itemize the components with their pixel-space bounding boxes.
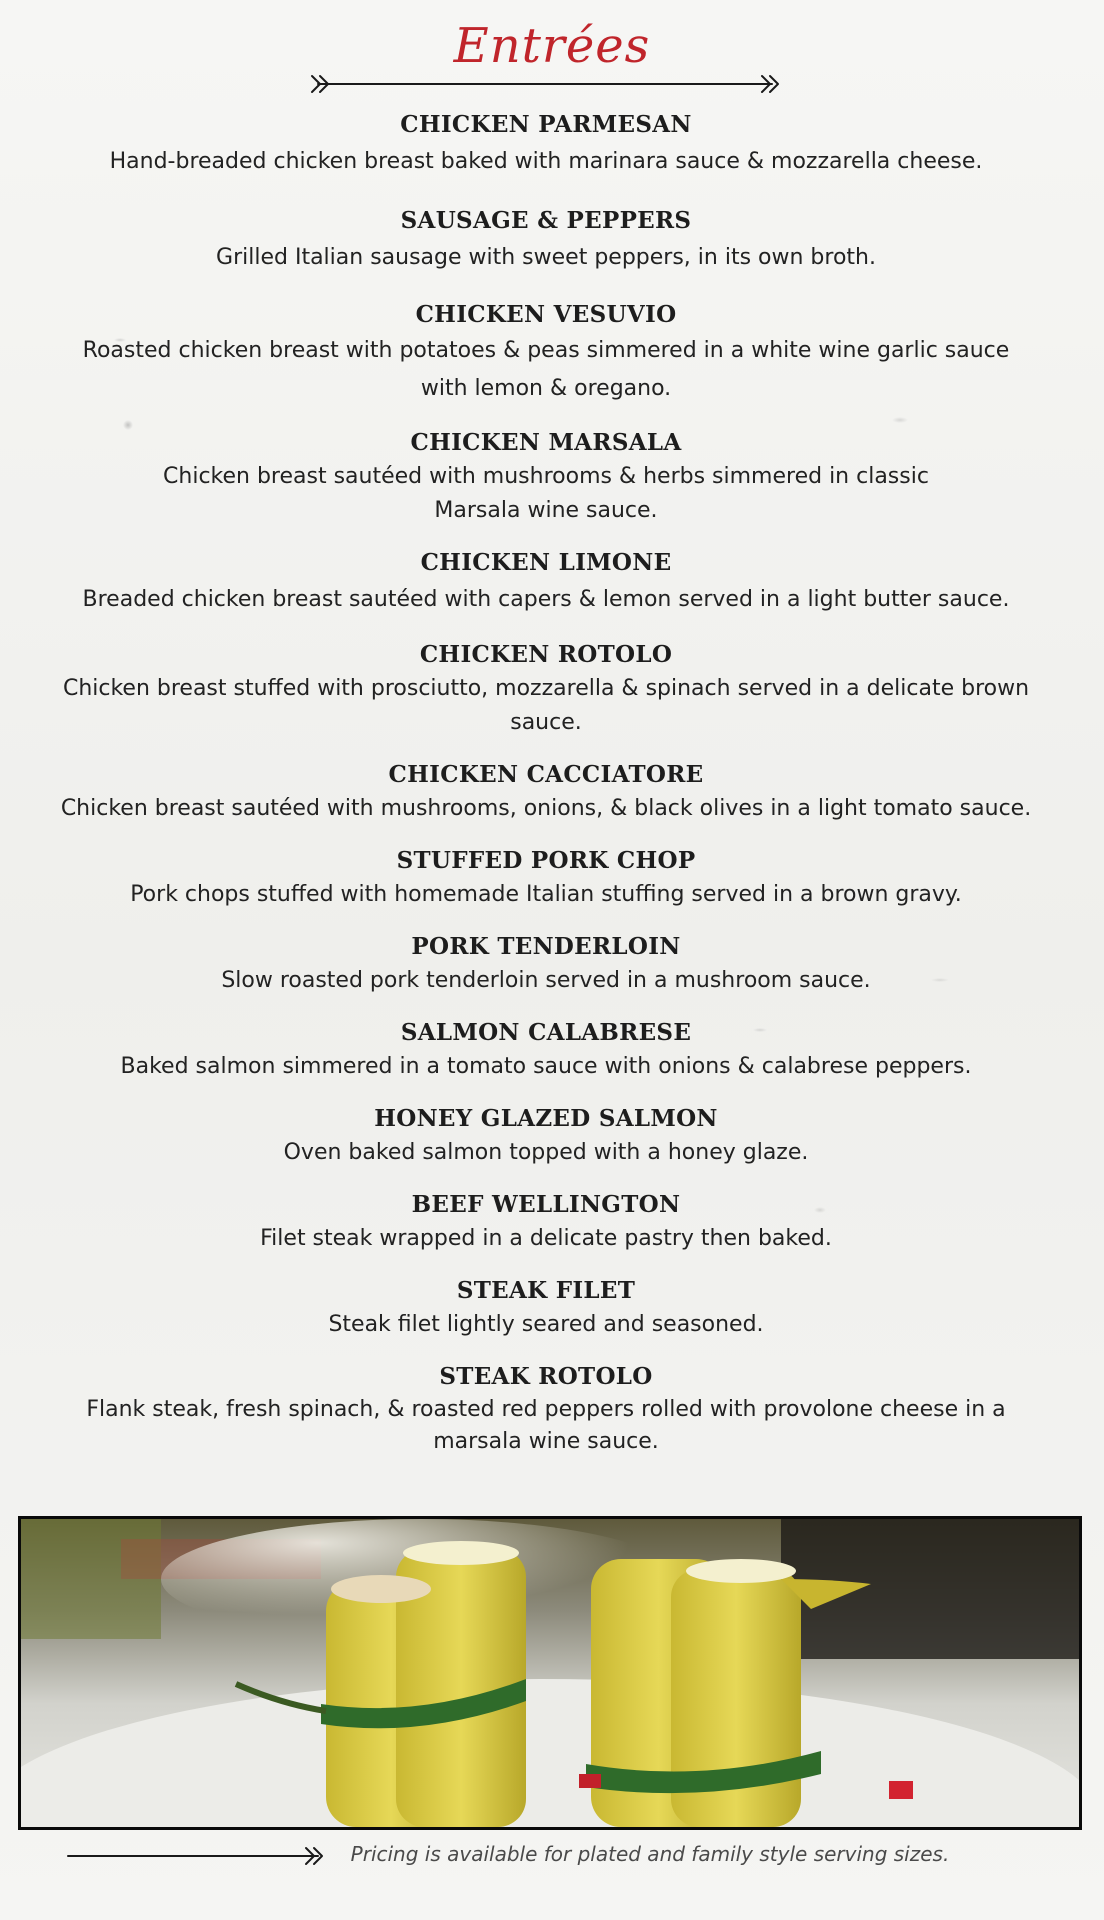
item-description: Chicken breast stuffed with prosciutto, mozzarella & spinach served in a delicate brown sauce. [62,676,1030,735]
food-photo [18,1516,1082,1830]
item-description: Steak filet lightly seared and seasoned. [328,1312,764,1337]
menu-item [40,758,1052,826]
item-name: HONEY GLAZED SALMON [374,1105,718,1132]
item-name: CHICKEN CACCIATORE [388,761,704,788]
menu-item [40,1360,1052,1458]
item-name: SALMON CALABRESE [400,1019,692,1046]
pricing-note: Pricing is available for plated and family style serving sizes. [350,1842,950,1866]
item-name: SAUSAGE & PEPPERS [400,207,692,234]
item-name: PORK TENDERLOIN [411,933,681,960]
item-name: STEAK ROTOLO [439,1363,653,1390]
item-description: Flank steak, fresh spinach, & roasted red peppers rolled with provolone cheese in a marsala wine sauce. [86,1397,1006,1454]
item-description: Oven baked salmon topped with a honey glaze. [283,1140,809,1165]
item-description: Breaded chicken breast sautéed with capers & lemon served in a light butter sauce. [82,587,1010,612]
item-description: Roasted chicken breast with potatoes & peas simmered in a white wine garlic sauce with lemon & oregano. [82,338,1010,401]
item-name: CHICKEN MARSALA [410,429,682,456]
item-description: Grilled Italian sausage with sweet peppers, in its own broth. [216,245,876,270]
footer-arrow-icon [66,1844,326,1868]
item-description: Slow roasted pork tenderloin served in a mushroom sauce. [221,968,871,993]
item-name: CHICKEN PARMESAN [400,111,692,138]
menu-item [40,1102,1052,1170]
menu-item [40,1016,1052,1084]
entree-list [40,108,1052,1458]
item-description: Chicken breast sautéed with mushrooms, onions, & black olives in a light tomato sauce. [60,796,1032,821]
item-name: STEAK FILET [456,1277,636,1304]
menu-item [40,844,1052,912]
menu-item [40,426,1052,528]
menu-item [40,1188,1052,1256]
item-description: Chicken breast sautéed with mushrooms & herbs simmered in classic Marsala wine sauce. [163,464,929,523]
item-name: CHICKEN VESUVIO [415,301,677,328]
pasta-rolls-image [21,1519,1079,1827]
item-description: Hand-breaded chicken breast baked with marinara sauce & mozzarella cheese. [109,149,983,174]
item-description: Baked salmon simmered in a tomato sauce with onions & calabrese peppers. [120,1054,972,1079]
menu-item [40,204,1052,278]
item-description: Filet steak wrapped in a delicate pastry then baked. [260,1226,832,1251]
menu-item [40,108,1052,182]
page-title: Entrées [453,18,651,74]
item-name: BEEF WELLINGTON [411,1191,681,1218]
menu-item [40,930,1052,998]
menu-item [40,638,1052,740]
item-name: CHICKEN ROTOLO [419,641,673,668]
title-divider-arrow-icon [310,72,780,96]
item-name: STUFFED PORK CHOP [396,847,696,874]
menu-item [40,298,1052,408]
menu-item [40,546,1052,620]
menu-item [40,1274,1052,1342]
item-description: Pork chops stuffed with homemade Italian stuffing served in a brown gravy. [130,882,962,907]
item-name: CHICKEN LIMONE [420,549,672,576]
